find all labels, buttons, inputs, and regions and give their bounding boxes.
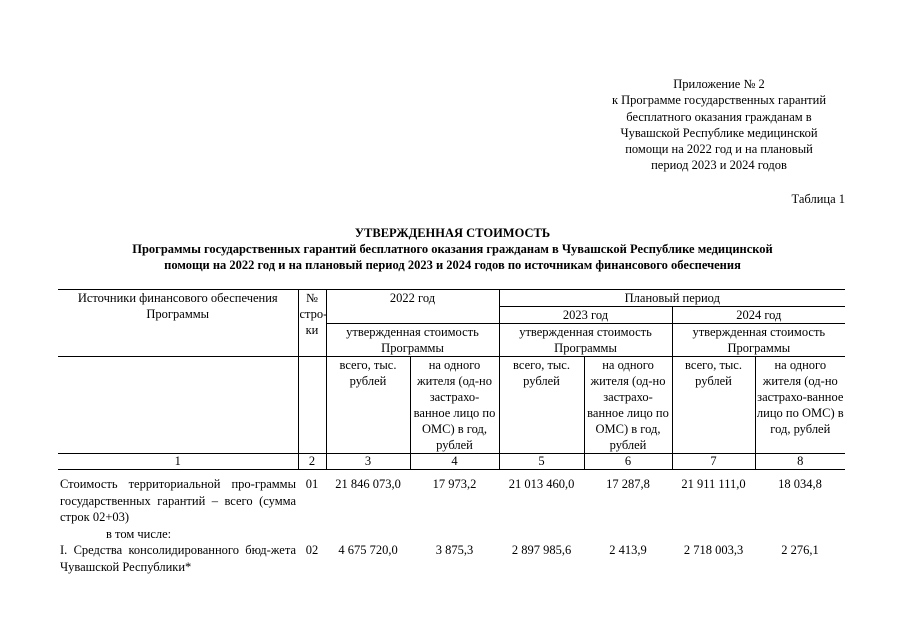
value-total-2022: 4 675 720,0	[338, 543, 398, 557]
column-number: 6	[584, 454, 672, 470]
header-total-2022: всего, тыс. рублей	[326, 357, 410, 454]
value-per-capita-2024: 2 276,1	[781, 543, 819, 557]
cost-table	[58, 289, 845, 575]
value-total-2023: 21 013 460,0	[508, 477, 575, 491]
value-per-capita-2023: 17 287,8	[606, 477, 650, 491]
value-total-2023: 2 897 985,6	[511, 543, 572, 557]
appendix-block	[584, 76, 854, 174]
header-per-capita-2024: на одного жителя (од-но застрахо-ванное лицо по ОМС) в год, рублей	[755, 357, 845, 454]
appendix-line: помощи на 2022 год и на плановый	[625, 142, 813, 157]
row-label-text: I. Средства консолидированного бюд-жета Чувашской Республики*	[60, 543, 296, 574]
header-blank	[298, 357, 326, 454]
row-sublabel: в том числе:	[106, 526, 172, 541]
appendix-line: период 2023 и 2024 годов	[651, 158, 787, 173]
value-per-capita-2024: 18 034,8	[778, 477, 822, 491]
appendix-line: Приложение № 2	[673, 77, 765, 91]
column-number: 2	[298, 454, 326, 470]
table-row	[58, 542, 845, 575]
table-row	[58, 476, 845, 542]
value-per-capita-2023: 2 413,9	[609, 543, 647, 557]
column-number: 1	[58, 454, 298, 470]
header-year-2024: 2024 год	[672, 307, 845, 324]
appendix-line: Чувашской Республике медицинской	[620, 125, 818, 140]
header-total-2023: всего, тыс. рублей	[499, 357, 584, 454]
value-total-2024: 21 911 111,0	[681, 477, 746, 491]
row-code: 02	[305, 543, 319, 557]
document-title	[40, 225, 865, 273]
column-number: 5	[499, 454, 584, 470]
value-per-capita-2022: 3 875,3	[435, 543, 474, 557]
appendix-line: бесплатного оказания гражданам в	[626, 109, 812, 124]
title-line-2: Программы государственных гарантий бесплатного оказания гражданам в Чувашской Республике медицинской	[132, 242, 773, 256]
header-per-capita-2023: на одного жителя (од-но застрахо-ванное лицо по ОМС) в год, рублей	[584, 357, 672, 454]
header-approved-cost-2023: утвержденная стоимость Программы	[499, 324, 672, 357]
header-row-number: № стро-ки	[298, 290, 326, 357]
header-year-2022: 2022 год	[326, 290, 499, 324]
title-line-3: помощи на 2022 год и на плановый период 2023 и 2024 годов по источникам финансового обеспечения	[164, 258, 741, 272]
header-year-2023: 2023 год	[499, 307, 672, 324]
header-planned-period: Плановый период	[499, 290, 845, 307]
row-label	[58, 542, 298, 575]
header-total-2024: всего, тыс. рублей	[672, 357, 755, 454]
column-number: 8	[755, 454, 845, 470]
column-number: 7	[672, 454, 755, 470]
value-per-capita-2022: 17 973,2	[432, 477, 477, 491]
column-number: 3	[326, 454, 410, 470]
header-blank	[58, 357, 298, 454]
header-per-capita-2022: на одного жителя (од-но застрахо-ванное лицо по ОМС) в год, рублей	[410, 357, 499, 454]
title-line-1: УТВЕРЖДЕННАЯ СТОИМОСТЬ	[354, 226, 551, 240]
row-label	[58, 476, 298, 542]
row-label-text: Стоимость территориальной про-граммы государственных гарантий – всего (сумма строк 02+03)	[60, 477, 296, 524]
value-total-2022: 21 846 073,0	[335, 477, 401, 491]
value-total-2024: 2 718 003,3	[683, 543, 744, 557]
header-source: Источники финансового обеспечения Программы	[58, 290, 298, 357]
table-number: Таблица 1	[791, 192, 845, 206]
row-code: 01	[305, 477, 319, 491]
header-approved-cost-2022: утвержденная стоимость Программы	[326, 324, 499, 357]
appendix-line: к Программе государственных гарантий	[611, 93, 827, 108]
header-approved-cost-2024: утвержденная стоимость Программы	[672, 324, 845, 357]
column-number: 4	[410, 454, 499, 470]
